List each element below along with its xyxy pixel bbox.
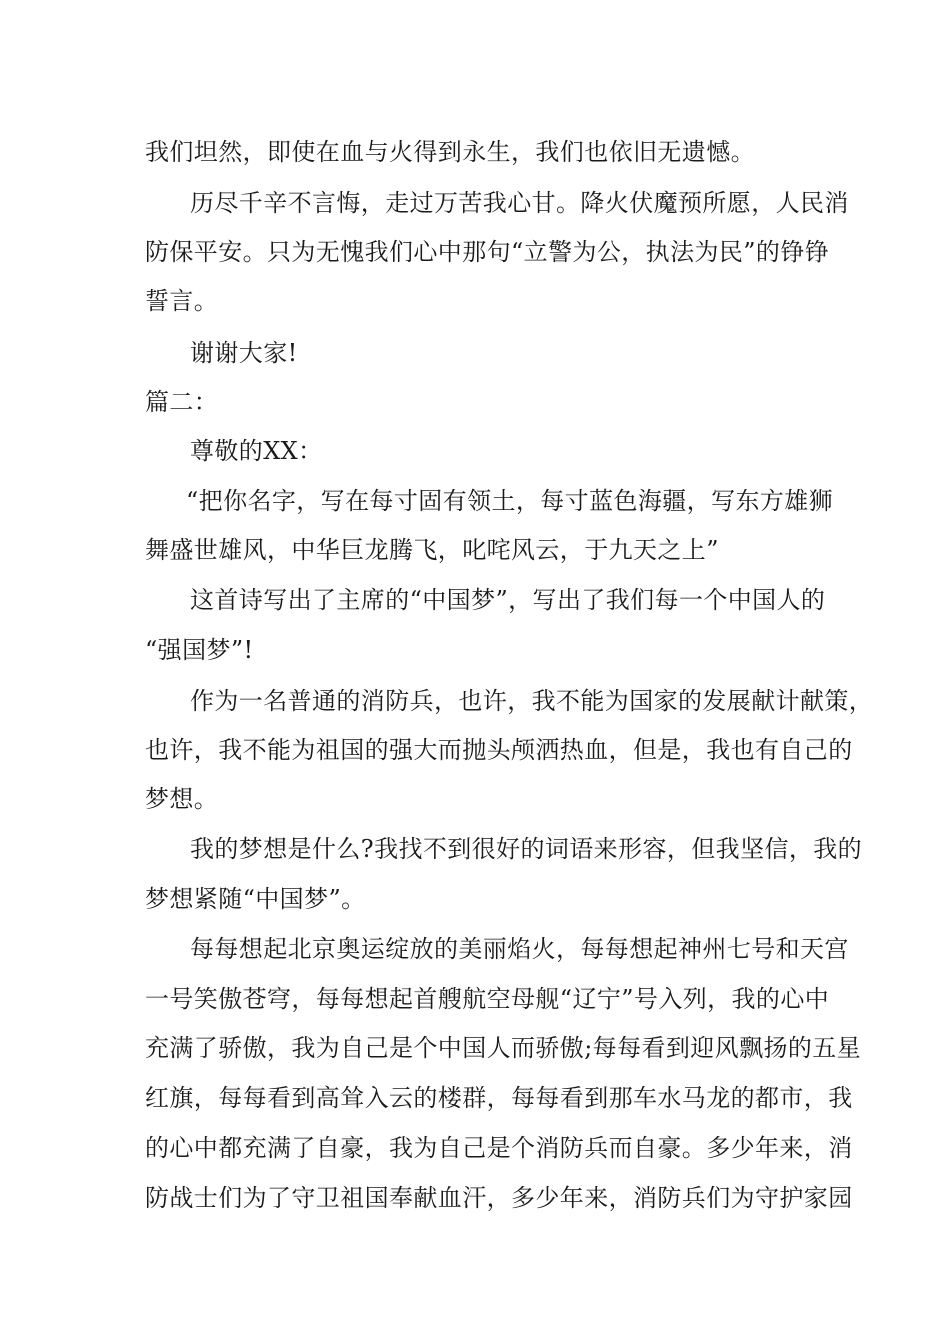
text-line: 一号笑傲苍穹，每每想起首艘航空母舰“辽宁”号入列，我的心中 [145, 985, 830, 1013]
text-line: “强国梦”! [145, 636, 254, 664]
text-line: 也许，我不能为祖国的强大而抛头颅洒热血，但是，我也有自己的 [145, 736, 853, 764]
text-line: 谢谢大家! [190, 339, 298, 367]
section-heading: 篇二： [145, 388, 219, 416]
text-line: 我的梦想是什么?我找不到很好的词语来形容，但我坚信，我的 [190, 835, 863, 863]
text-line: 防战士们为了守卫祖国奉献血汗，多少年来，消防兵们为守护家园 [145, 1184, 853, 1212]
poem-quote-line: 舞盛世雄风，中华巨龙腾飞，叱咤风云，于九天之上” [145, 536, 719, 564]
text-line: 历尽千辛不言悔，走过万苦我心甘。降火伏魔预所愿，人民消 [190, 189, 849, 217]
text-line: 充满了骄傲，我为自己是个中国人而骄傲;每每看到迎风飘扬的五星 [145, 1034, 862, 1062]
text-line: 作为一名普通的消防兵，也许，我不能为国家的发展献计献策， [190, 687, 874, 715]
text-line: 防保平安。只为无愧我们心中那句“立警为公，执法为民”的铮铮 [145, 238, 830, 266]
text-line: 梦想紧随“中国梦”。 [145, 885, 366, 913]
text-line: 的心中都充满了自豪，我为自己是个消防兵而自豪。多少年来，消 [145, 1134, 853, 1162]
text-line: 我们坦然，即使在血与火得到永生，我们也依旧无遗憾。 [145, 138, 755, 166]
text-line: 誓言。 [145, 287, 219, 315]
text-line: 红旗，每每看到高耸入云的楼群，每每看到那车水马龙的都市，我 [145, 1084, 853, 1112]
poem-quote-line: “把你名字，写在每寸固有领土，每寸蓝色海疆，写东方雄狮 [186, 487, 834, 515]
salutation: 尊敬的XX： [190, 437, 323, 465]
text-line: 这首诗写出了主席的“中国梦”，写出了我们每一个中国人的 [190, 586, 826, 614]
text-line: 梦想。 [145, 785, 219, 813]
text-line: 每每想起北京奥运绽放的美丽焰火，每每想起神州七号和天宫 [190, 935, 849, 963]
